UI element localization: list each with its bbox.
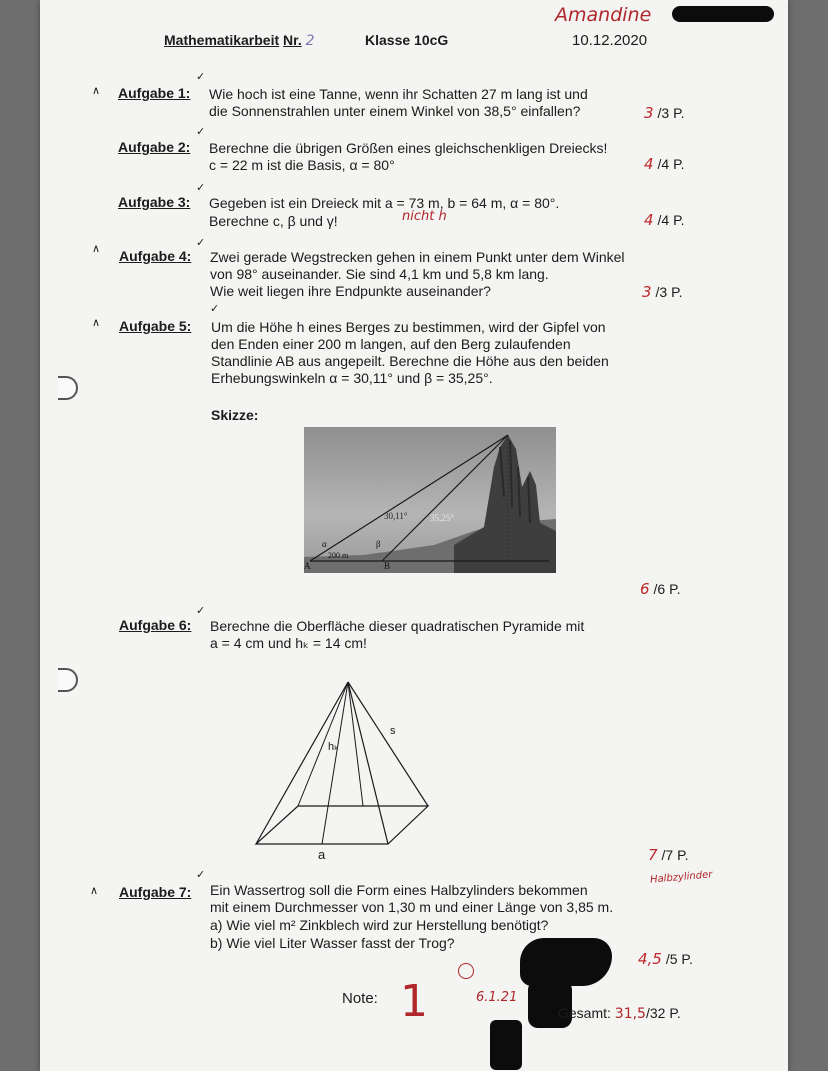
exam-date: 10.12.2020 <box>572 32 648 49</box>
task-7-line: b) Wie viel Liter Wasser fasst der Trog? <box>210 935 455 951</box>
task-7-points: 4,5 /5 P. <box>638 950 693 968</box>
task-5-line: Standlinie AB aus angepeilt. Berechne die Höhe aus den beiden <box>211 353 609 369</box>
grade-stamp-icon <box>458 963 474 979</box>
task-2-line: Berechne die übrigen Größen eines gleichschenkligen Dreiecks! <box>209 140 608 156</box>
task-4-line: von 98° auseinander. Sie sind 4,1 km und 5,8 km lang. <box>210 266 549 282</box>
sketch-label: Skizze: <box>211 407 259 423</box>
pyramid-label-s: s <box>390 725 396 737</box>
student-name: Amandine <box>555 4 652 26</box>
task-1-line: Wie hoch ist eine Tanne, wenn ihr Schatten 27 m lang ist und <box>209 86 588 102</box>
task-1-label: Aufgabe 1: <box>118 85 191 101</box>
task-7-line: Ein Wassertrog soll die Form eines Halbzylinders bekommen <box>210 882 588 898</box>
check-mark-icon: ✓ <box>196 126 206 138</box>
punch-hole <box>58 668 78 692</box>
task-5-points: 6 /6 P. <box>640 580 681 598</box>
total-score: Gesamt: 31,5/32 P. <box>558 1005 681 1022</box>
point-b-label: B <box>384 561 391 571</box>
punch-hole <box>58 376 78 400</box>
redaction-blot <box>490 1020 522 1070</box>
exam-sheet <box>40 0 788 1071</box>
task-4-line: Wie weit liegen ihre Endpunkte auseinander? <box>210 283 491 299</box>
check-mark-icon: ✓ <box>196 71 206 83</box>
task-5-line: den Enden einer 200 m langen, auf den Berg zulaufenden <box>211 336 571 352</box>
grade-value: 1 <box>400 976 428 1027</box>
task-7-line: a) Wie viel m² Zinkblech wird zur Herstellung benötigt? <box>210 917 549 933</box>
task-3-line: Gegeben ist ein Dreieck mit a = 73 m, b = 64 m, α = 80°. <box>209 195 560 211</box>
base-length-label: 200 m <box>328 551 349 560</box>
task-5-line: Um die Höhe h eines Berges zu bestimmen, wird der Gipfel von <box>211 319 606 335</box>
task-1-points: 3 /3 P. <box>644 104 685 122</box>
check-mark-icon: ✓ <box>196 869 206 881</box>
task-3-points: 4 /4 P. <box>644 211 685 229</box>
signature-date: 6.1.21 <box>476 990 518 1005</box>
correction-mark-icon: ∧ <box>92 243 101 255</box>
redaction-blot <box>520 938 612 986</box>
pyramid-label-a: a <box>318 847 326 862</box>
task-4-points: 3 /3 P. <box>642 283 683 301</box>
grade-label: Note: <box>342 990 378 1007</box>
task-4-line: Zwei gerade Wegstrecken gehen in einem Punkt unter dem Winkel <box>210 249 625 265</box>
task-4-label: Aufgabe 4: <box>119 248 192 264</box>
pyramid-diagram <box>250 676 432 850</box>
task-6-line: Berechne die Oberfläche dieser quadratischen Pyramide mit <box>210 618 585 634</box>
class-label: Klasse 10cG <box>365 32 449 48</box>
pyramid-edge <box>298 682 348 806</box>
task-3-label: Aufgabe 3: <box>118 194 191 210</box>
task-5-label: Aufgabe 5: <box>119 318 192 334</box>
teacher-note: nicht h <box>402 209 447 224</box>
task-2-points: 4 /4 P. <box>644 155 685 173</box>
pyramid-height-hk <box>322 682 348 844</box>
beta-label: β <box>376 539 381 549</box>
check-mark-icon: ✓ <box>196 182 206 194</box>
angle-top-label: 30,11° <box>384 511 408 521</box>
angle-mid-label: 35,25° <box>430 513 454 523</box>
pyramid-edge <box>348 682 388 844</box>
task-6-points: 7 /7 P. <box>648 846 689 864</box>
task-7-line: mit einem Durchmesser von 1,30 m und einer Länge von 3,85 m. <box>210 899 614 915</box>
pyramid-label-hk: hₖ <box>328 741 339 753</box>
point-a-label: A <box>304 561 311 571</box>
mountain-sketch <box>304 427 556 573</box>
task-5-line: Erhebungswinkeln α = 30,11° und β = 35,25°. <box>211 370 493 386</box>
teacher-note: Halbzylinder <box>649 869 713 886</box>
correction-mark-icon: ∧ <box>90 885 99 897</box>
check-mark-icon: ✓ <box>210 303 220 315</box>
task-2-line: c = 22 m ist die Basis, α = 80° <box>209 157 395 173</box>
task-3-line: Berechne c, β und γ! <box>209 213 338 229</box>
alpha-label: α <box>322 539 327 549</box>
pyramid-edge <box>256 682 348 844</box>
task-2-label: Aufgabe 2: <box>118 139 191 155</box>
check-mark-icon: ✓ <box>196 237 206 249</box>
pyramid-height <box>348 682 363 806</box>
pyramid-edge <box>348 682 428 806</box>
task-1-line: die Sonnenstrahlen unter einem Winkel von 38,5° einfallen? <box>209 103 581 119</box>
correction-mark-icon: ∧ <box>92 85 101 97</box>
pyramid-base <box>256 806 428 844</box>
exam-title: Mathematikarbeit Nr. 2 <box>164 32 315 49</box>
task-7-label: Aufgabe 7: <box>119 884 192 900</box>
correction-mark-icon: ∧ <box>92 317 101 329</box>
redaction-bar <box>672 6 774 22</box>
task-6-line: a = 4 cm und hₖ = 14 cm! <box>210 635 367 651</box>
task-6-label: Aufgabe 6: <box>119 617 192 633</box>
check-mark-icon: ✓ <box>196 605 206 617</box>
